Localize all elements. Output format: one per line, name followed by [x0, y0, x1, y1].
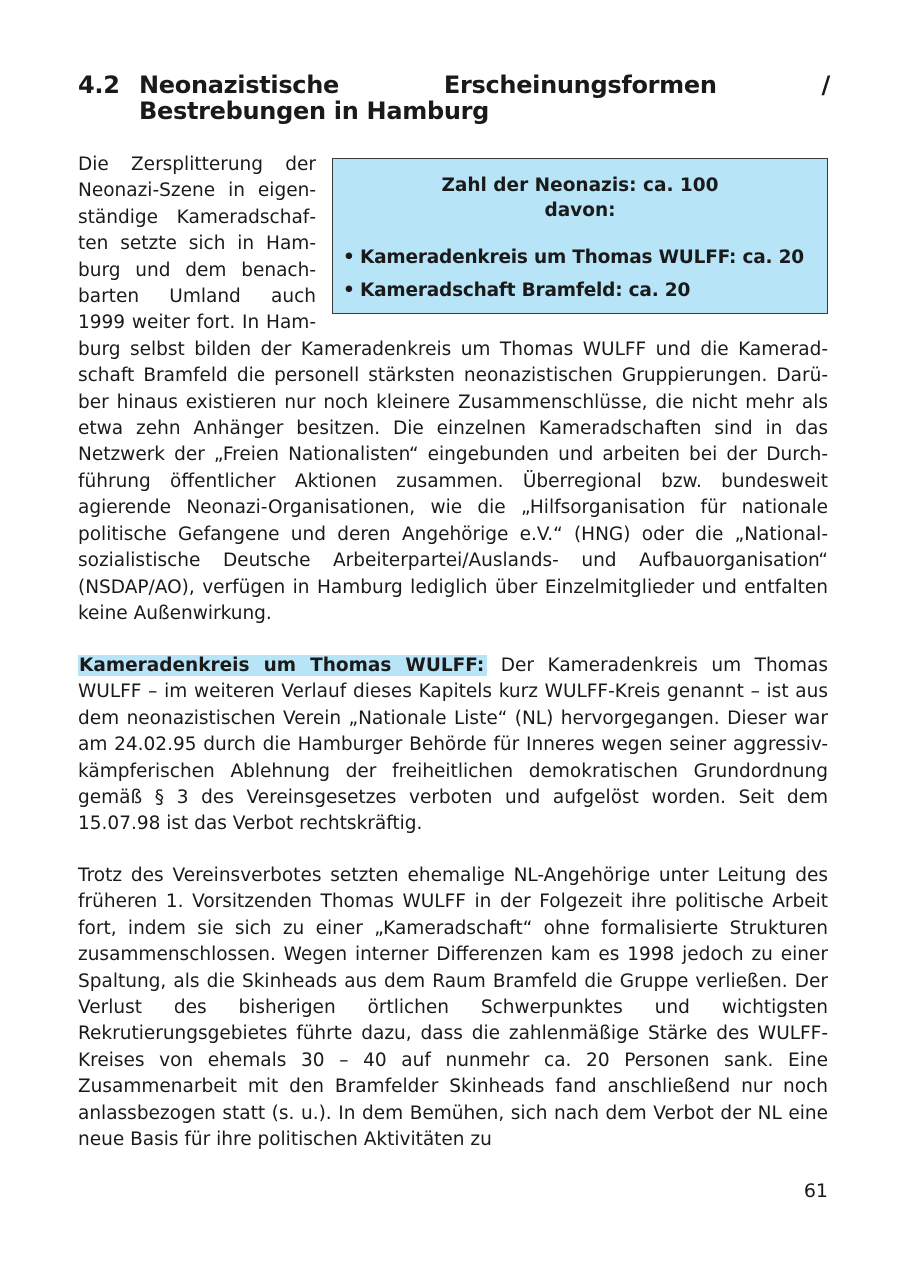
box-item-text: Kameradschaft Bramfeld: ca. 20 [360, 280, 691, 301]
box-list [343, 241, 817, 307]
bullet-icon: • [343, 280, 355, 301]
page-number: 61 [803, 1180, 828, 1202]
paragraph-wulff-kreis [78, 653, 828, 838]
bullet-icon: • [343, 247, 355, 268]
section-title: Neonazistische Erscheinungsformen / Bestrebungen in Hamburg [139, 71, 830, 125]
box-title-line1: Zahl der Neonazis: ca. 100 [441, 175, 719, 196]
box-list-item [343, 241, 817, 274]
neonazi-count-box [332, 158, 828, 314]
box-title-line2: davon: [544, 200, 616, 221]
section-heading [78, 72, 830, 124]
paragraph-intro: Die Zersplitterung der Neonazi-Szene in eigenständige Kameradschaften setzte sich in Hamburg und dem benachbarten Umland auch 1999 weiter fort. In Hamburg selbst bilden der Kameradenkreis um Thomas WULFF und die Kameradschaft Bramfeld die personell stärksten neonazistischen Gruppierungen. Darüber hinaus existieren nur noch kleinere Zusammenschlüsse, die nicht mehr als etwa zehn Anhänger besitzen. Die einzelnen Kameradschaften sind in das Netzwerk der „Freien Nationalisten“ eingebunden und arbeiten bei der Durchführung öffentlicher Aktionen zusammen. Überregional bzw. bundesweit agierende Neonazi-Organisationen, wie die „Hilfsorganisation für nationale politische Gefangene und deren Angehörige e.V.“ (HNG) oder die „Nationalsozialistische Deutsche Arbeiterpartei/Auslands- und Aufbauorganisation“ (NSDAP/AO), verfügen in Hamburg lediglich über Einzelmitglieder und entfalten keine Außenwirkung. [78, 154, 828, 624]
highlighted-label: Kameradenkreis um Thomas WULFF: [78, 655, 487, 676]
intro-section [78, 152, 828, 627]
section-number: 4.2 [78, 71, 120, 99]
box-list-item [343, 274, 817, 307]
box-item-text: Kameradenkreis um Thomas WULFF: ca. 20 [360, 247, 804, 268]
paragraph-text: Der Kameradenkreis um Thomas WULFF – im weiteren Verlauf dieses Kapitels kurz WULFF-Kreis genannt – ist aus dem neonazistischen Verein „Nationale Liste“ (NL) hervorgegangen. Dieser war am 24.02.95 durch die Hamburger Behörde für Inneres wegen seiner aggressiv-kämpferischen Ablehnung der freiheitlichen demokratischen Grundordnung gemäß § 3 des Vereinsgesetzes verboten und aufgelöst worden. Seit dem 15.07.98 ist das Verbot rechtskräftig. [78, 655, 828, 835]
paragraph-vereinsverbot: Trotz des Vereinsverbotes setzten ehemalige NL-Angehörige unter Leitung des früheren 1. Vorsitzenden Thomas WULFF in der Folgezeit ihre politische Arbeit fort, indem sie sich zu einer „Kameradschaft“ ohne formalisierte Strukturen zusammenschlossen. Wegen interner Differenzen kam es 1998 jedoch zu einer Spaltung, als die Skinheads aus dem Raum Bramfeld die Gruppe verließen. Der Verlust des bisherigen örtlichen Schwerpunktes und wichtigsten Rekrutierungsgebietes führte dazu, dass die zahlenmäßige Stärke des WULFF-Kreises von ehemals 30 – 40 auf nunmehr ca. 20 Personen sank. Eine Zusammenarbeit mit den Bramfelder Skinheads fand anschließend nur noch anlassbezogen statt (s. u.). In dem Bemühen, sich nach dem Verbot der NL eine neue Basis für ihre politischen Aktivitäten zu [78, 865, 828, 1151]
